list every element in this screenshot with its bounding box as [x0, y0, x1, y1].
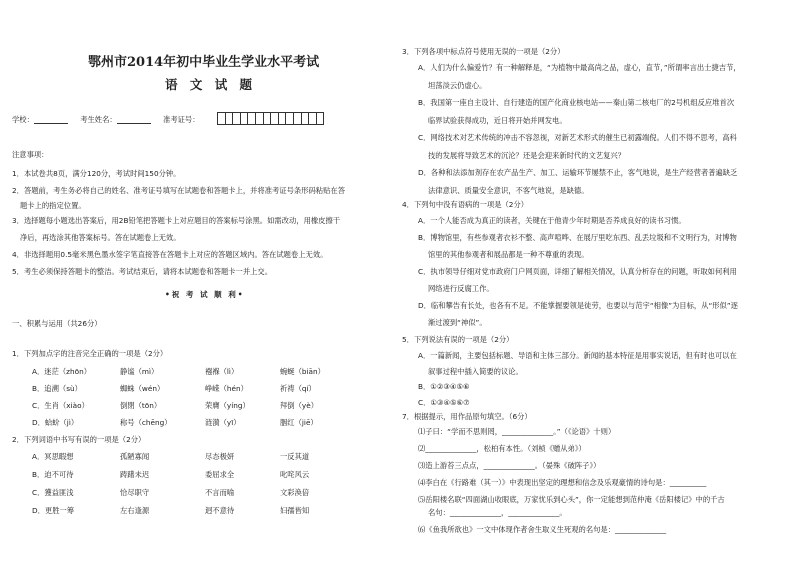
q7-fill-line[interactable]: ⑸岳阳楼名联“四面湖山收眼底，万家忧乐到心头”，你一定能想到范仲淹《岳阳楼记》中的千古: [418, 495, 725, 504]
exam-title: 鄂州市2014年初中毕业生学业水平考试: [88, 55, 320, 70]
q3-line: A．人们为什么偏爱竹？有一种解释是，“为植物中最高尚之品，虚心，直节，”所谓率言出士捷吉节，: [418, 63, 741, 72]
q2-option-cell: 妇孺皆知: [280, 506, 310, 515]
notice-line: 1．本试卷共8页，满分120分，考试时间150分钟。: [12, 169, 181, 178]
q5-line: A．一篇新闻，主要包括标题、导语和主体三部分。新闻的基本特征是用事实说话，但有时也可以在: [418, 351, 737, 360]
q1-option-cell: B．追溯（sù）: [32, 384, 82, 393]
q1-option-cell: 祈祷（qí）: [280, 384, 316, 393]
q2-stem: 2．下列词语中书写有误的一项是（2分）: [12, 435, 146, 444]
q1-option-cell: 静谧（mì）: [120, 367, 159, 376]
q2-option-cell: D．更胜一筹: [32, 506, 75, 515]
name-blank[interactable]: [117, 116, 151, 124]
notice-line: 净后，再选涂其他答案标号。答在试题卷上无效。: [20, 233, 181, 242]
notice-line: 2．答题前，考生务必将自己的姓名、准考证号填写在试题卷和答题卡上，并将准考证号条形码粘贴在答: [12, 186, 345, 195]
q2-option-cell: 迥不意待: [205, 506, 235, 515]
q2-option-cell: 不言而喻: [205, 488, 235, 497]
q2-option-cell: 一反其道: [280, 452, 310, 461]
q7-fill-line[interactable]: ⑴子曰：“学而不思则罔，______________。”（《论语》十则）: [418, 427, 616, 436]
q2-option-cell: 恰尽职守: [120, 488, 150, 497]
q2-option-cell: C．獲益匪浅: [32, 488, 74, 497]
q1-option-cell: C．生肖（xiào）: [32, 401, 89, 410]
notice-line: 题卡上的指定位置。: [20, 201, 86, 210]
q7-fill-line[interactable]: 名句：______________，______________。: [428, 508, 567, 517]
name-label: 考生姓名：: [80, 115, 117, 124]
q3-line: 技的发展将导致艺术的沉沦？还是会迎来新时代的文艺复兴？: [428, 150, 626, 160]
student-info-row: [12, 115, 200, 124]
notice-line: 3．选择题每小题选出答案后，用2B铅笔把答题卡上对应题目的答案标号涂黑。如需改动，用橡皮擦干: [12, 216, 341, 225]
q1-option-cell: 称号（chēng）: [120, 418, 172, 427]
q5-line: 叙事过程中插入简要的议论。: [428, 366, 523, 376]
q7-fill-line[interactable]: ⑹《鱼我所欲也》一文中体现作者舍生取义生死观的名句是：______________: [418, 525, 667, 534]
q3-stem: 3．下列各项中标点符号使用无误的一项是（2分）: [402, 47, 565, 56]
exam-subtitle: 语 文 试 题: [165, 77, 257, 92]
q2-option-cell: 尽态极妍: [205, 452, 235, 461]
q7-stem: 7．根据提示，用作品原句填空。（6分）: [402, 412, 532, 421]
q4-line: C．执市领导仔细对党市政府门户网页面，详细了解相关情况，认真分析存在的问题，听取如何利用: [418, 267, 737, 276]
q5-line: C．①③④⑤⑥⑦: [418, 397, 470, 407]
q1-stem: 1．下列加点字的注音完全正确的一项是（2分）: [12, 349, 168, 358]
notice-line: 4．非选择题用0.5毫米黑色墨水签字笔直接答在答题卡上对应的答题区域内。答在试题卷上无效。: [12, 250, 328, 259]
q4-line: 馆里的其他参观者和展品都是一种不尊重的表现。: [428, 250, 589, 259]
q4-line: B．博物馆里，有些参观者衣衫不整、高声喧哗、在展厅里吃东西、乱丢垃圾和不文明行为，对博物: [418, 233, 737, 242]
q2-option-cell: 左右逢源: [120, 506, 150, 515]
q3-line: B．我国第一座自主设计、自行建造的国产化商业核电站——秦山第二核电厂的2号机组反应堆首次: [418, 98, 735, 107]
q1-option-cell: 襁褓（lì）: [205, 367, 239, 376]
q4-stem: 4．下列句中没有语病的一项是（2分）: [402, 200, 529, 209]
ticket-digit-box[interactable]: [316, 112, 325, 125]
q2-option-cell: B．迫不可待: [32, 470, 74, 479]
q3-line: 临界试验获得成功，近日将开始并网发电。: [428, 115, 567, 125]
q7-fill-line[interactable]: ⑶造上游苔三点点，______________。（晏殊《破阵子》）: [418, 461, 601, 470]
q2-option-cell: 委屈求全: [205, 470, 235, 479]
school-label: 学校：: [12, 115, 34, 124]
q3-line: 坦荡淡云仍虚心。: [428, 80, 487, 90]
q5-line: B．①②③④⑤⑥: [418, 382, 470, 391]
q3-line: 法律意识、质量安全意识，不客气地说，是缺德。: [428, 185, 589, 195]
q1-option-cell: 倒閉（tōn）: [120, 401, 162, 410]
q2-option-cell: 叱咤风云: [280, 470, 310, 479]
q3-line: C．网络技术对艺术传统的冲击不容忽视，对新艺术形式的催生已初露端倪。人们不得不思考，高科: [418, 133, 737, 142]
q4-line: A．一个人能否成为真正的读者，关键在于他青少年时期是否养成良好的读书习惯。: [418, 216, 686, 225]
q1-option-cell: 蜘蛛（wén）: [120, 384, 165, 393]
q7-fill-line[interactable]: ⑷李白在《行路难（其一）》中表现出坚定的理想和信念及乐观豪情的诗句是：__________: [418, 478, 707, 487]
q2-option-cell: 文彩涣倍: [280, 488, 310, 497]
section1-heading: 一、积累与运用（共26分）: [12, 319, 102, 328]
q7-fill-line[interactable]: ⑵______________，松柏有本性。（刘桢《赠从弟》）: [418, 444, 586, 453]
q4-line: D．临和攀告有长处，也各有不足。不能掌握要领是徒劳，也要以与范宇“相像”为目标，从“形似”逐: [418, 301, 738, 310]
q1-option-cell: 胭红（jiē）: [280, 418, 318, 427]
notice-line: 5．考生必须保持答题卡的整洁。考试结束后，请将本试题卷和答题卡一并上交。: [12, 267, 273, 276]
q1-option-cell: A．迷茫（zhōn）: [32, 367, 92, 376]
q2-option-cell: 踌躇未迟: [120, 470, 150, 479]
q1-option-cell: 拜倒（yè）: [280, 401, 318, 410]
q1-option-cell: 蜿蜒（biān）: [280, 367, 325, 376]
q3-line: D．各种和法添加剂存在农产品生产、加工、运输环节屡禁不止，客气地说，是生产经营者普遍缺乏: [418, 168, 738, 177]
q5-stem: 5．下列说法有误的一项是（2分）: [402, 335, 514, 344]
q1-option-cell: 荣膺（yíng）: [205, 401, 250, 410]
notice-heading: 注意事项：: [12, 150, 49, 159]
q1-option-cell: 峥嵘（hén）: [205, 384, 248, 393]
ticket-number-boxes[interactable]: [217, 112, 323, 125]
q4-line: 网络进行反腐工作。: [428, 284, 494, 293]
ticket-label: 准考证号：: [163, 115, 200, 124]
q2-option-cell: 孤陋寡闻: [120, 452, 150, 461]
q2-option-cell: A．冥思暇想: [32, 452, 74, 461]
good-luck-wish: •祝 考 试 顺 利•: [165, 290, 245, 299]
q1-option-cell: 涟漪（yī）: [205, 418, 241, 427]
school-blank[interactable]: [34, 116, 68, 124]
q1-option-cell: D．蛤蚧（jì）: [32, 418, 79, 427]
q4-line: 渐过渡到“神似”。: [428, 318, 487, 327]
